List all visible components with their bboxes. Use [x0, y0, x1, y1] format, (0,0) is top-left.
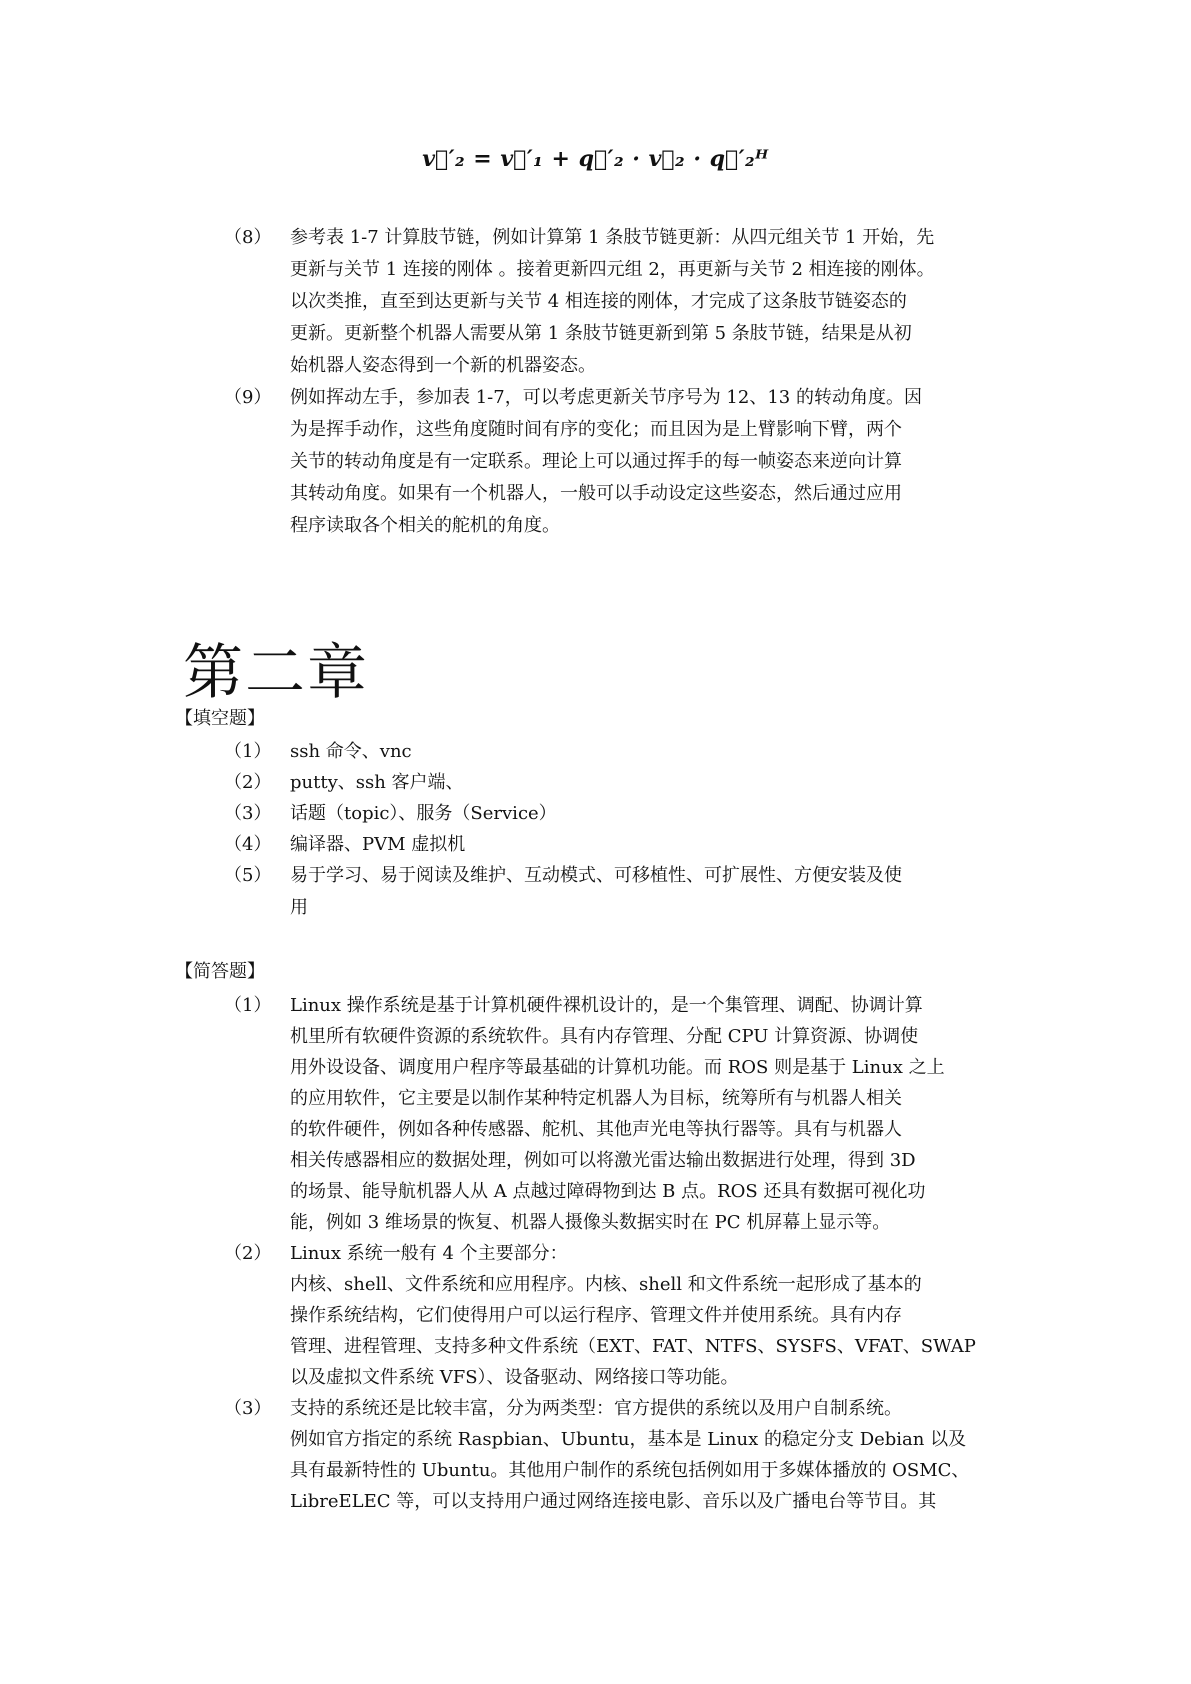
short-section-heading: 【简答题】 — [175, 961, 265, 982]
text-line: 的应用软件，它主要是以制作某种特定机器人为目标，统筹所有与机器人相关 — [290, 1088, 902, 1109]
text-line: 参考表 1-7 计算肢节链，例如计算第 1 条肢节链更新：从四元组关节 1 开始，先 — [290, 227, 935, 248]
answer-item-9 — [224, 382, 1024, 542]
text-line: 易于学习、易于阅读及维护、互动模式、可移植性、可扩展性、方便安装及使 — [290, 865, 902, 886]
text-line: 管理、进程管理、支持多种文件系统（EXT、FAT、NTFS、SYSFS、VFAT、SWAP — [290, 1336, 976, 1357]
fill-item-4 — [224, 829, 1024, 861]
text-line: 具有最新特性的 Ubuntu。其他用户制作的系统包括例如用于多媒体播放的 OSMC、 — [290, 1460, 970, 1481]
text-line: 用外设设备、调度用户程序等最基础的计算机功能。而 ROS 则是基于 Linux 之上 — [290, 1057, 945, 1078]
fill-item-1 — [224, 736, 1024, 768]
text-line: Linux 系统一般有 4 个主要部分： — [290, 1243, 568, 1264]
text-line: 以及虚拟文件系统 VFS）、设备驱动、网络接口等功能。 — [290, 1367, 739, 1388]
text-line: 更新与关节 1 连接的刚体 。接着更新四元组 2，再更新与关节 2 相连接的刚体。 — [290, 259, 935, 280]
item-number: （4） — [224, 834, 272, 855]
text-line: 支持的系统还是比较丰富，分为两类型：官方提供的系统以及用户自制系统。 — [290, 1398, 902, 1419]
text-line: 以次类推，直至到达更新与关节 4 相连接的刚体，才完成了这条肢节链姿态的 — [290, 291, 907, 312]
item-text — [290, 798, 1024, 830]
item-text — [290, 382, 1024, 542]
item-text — [290, 767, 1024, 799]
text-line: 其转动角度。如果有一个机器人，一般可以手动设定这些姿态，然后通过应用 — [290, 483, 902, 504]
item-number: （2） — [224, 772, 272, 793]
text-line: LibreELEC 等，可以支持用户通过网络连接电影、音乐以及广播电台等节目。其 — [290, 1491, 937, 1512]
equation: v⃗′₂ = v⃗′₁ + q⃗′₂ · v⃗₂ · q⃗′₂ᴴ — [422, 146, 769, 172]
item-number: （5） — [224, 865, 272, 886]
item-text — [290, 736, 1024, 768]
short-item-2 — [224, 1238, 1024, 1393]
text-line: 能，例如 3 维场景的恢复、机器人摄像头数据实时在 PC 机屏幕上显示等。 — [290, 1212, 891, 1233]
chapter-title: 第二章 — [183, 638, 369, 708]
item-text — [290, 829, 1024, 861]
text-line: 用 — [290, 897, 308, 918]
answer-item-8 — [224, 222, 1024, 382]
text-line: 话题（topic）、服务（Service） — [290, 803, 557, 824]
item-number: （9） — [224, 387, 272, 408]
text-line: putty、ssh 客户端、 — [290, 772, 464, 793]
fill-item-3 — [224, 798, 1024, 830]
item-number: （8） — [224, 227, 272, 248]
text-line: 相关传感器相应的数据处理，例如可以将激光雷达输出数据进行处理，得到 3D — [290, 1150, 916, 1171]
text-line: 操作系统结构，它们使得用户可以运行程序、管理文件并使用系统。具有内存 — [290, 1305, 902, 1326]
item-number: （3） — [224, 1398, 272, 1419]
item-text — [290, 860, 1024, 924]
item-number: （1） — [224, 995, 272, 1016]
item-number: （3） — [224, 803, 272, 824]
text-line: 关节的转动角度是有一定联系。理论上可以通过挥手的每一帧姿态来逆向计算 — [290, 451, 902, 472]
text-line: ssh 命令、vnc — [290, 741, 412, 762]
item-text — [290, 1393, 1024, 1517]
text-line: 机里所有软硬件资源的系统软件。具有内存管理、分配 CPU 计算资源、协调使 — [290, 1026, 919, 1047]
text-line: Linux 操作系统是基于计算机硬件裸机设计的，是一个集管理、调配、协调计算 — [290, 995, 923, 1016]
fill-section-heading: 【填空题】 — [175, 708, 265, 729]
item-text — [290, 1238, 1024, 1393]
item-number: （2） — [224, 1243, 272, 1264]
item-text — [290, 222, 1024, 382]
item-text — [290, 990, 1024, 1238]
text-line: 更新。更新整个机器人需要从第 1 条肢节链更新到第 5 条肢节链，结果是从初 — [290, 323, 912, 344]
text-line: 内核、shell、文件系统和应用程序。内核、shell 和文件系统一起形成了基本的 — [290, 1274, 922, 1295]
fill-item-2 — [224, 767, 1024, 799]
item-number: （1） — [224, 741, 272, 762]
text-line: 的软件硬件，例如各种传感器、舵机、其他声光电等执行器等。具有与机器人 — [290, 1119, 902, 1140]
text-line: 为是挥手动作，这些角度随时间有序的变化；而且因为是上臂影响下臂，两个 — [290, 419, 902, 440]
short-item-1 — [224, 990, 1024, 1238]
text-line: 编译器、PVM 虚拟机 — [290, 834, 466, 855]
text-line: 例如官方指定的系统 Raspbian、Ubuntu，基本是 Linux 的稳定分支 Debian 以及 — [290, 1429, 967, 1450]
short-item-3 — [224, 1393, 1024, 1517]
text-line: 的场景、能导航机器人从 A 点越过障碍物到达 B 点。ROS 还具有数据可视化功 — [290, 1181, 926, 1202]
fill-item-5 — [224, 860, 1024, 924]
text-line: 始机器人姿态得到一个新的机器姿态。 — [290, 355, 596, 376]
text-line: 程序读取各个相关的舵机的角度。 — [290, 515, 560, 536]
text-line: 例如挥动左手，参加表 1-7，可以考虑更新关节序号为 12、13 的转动角度。因 — [290, 387, 922, 408]
